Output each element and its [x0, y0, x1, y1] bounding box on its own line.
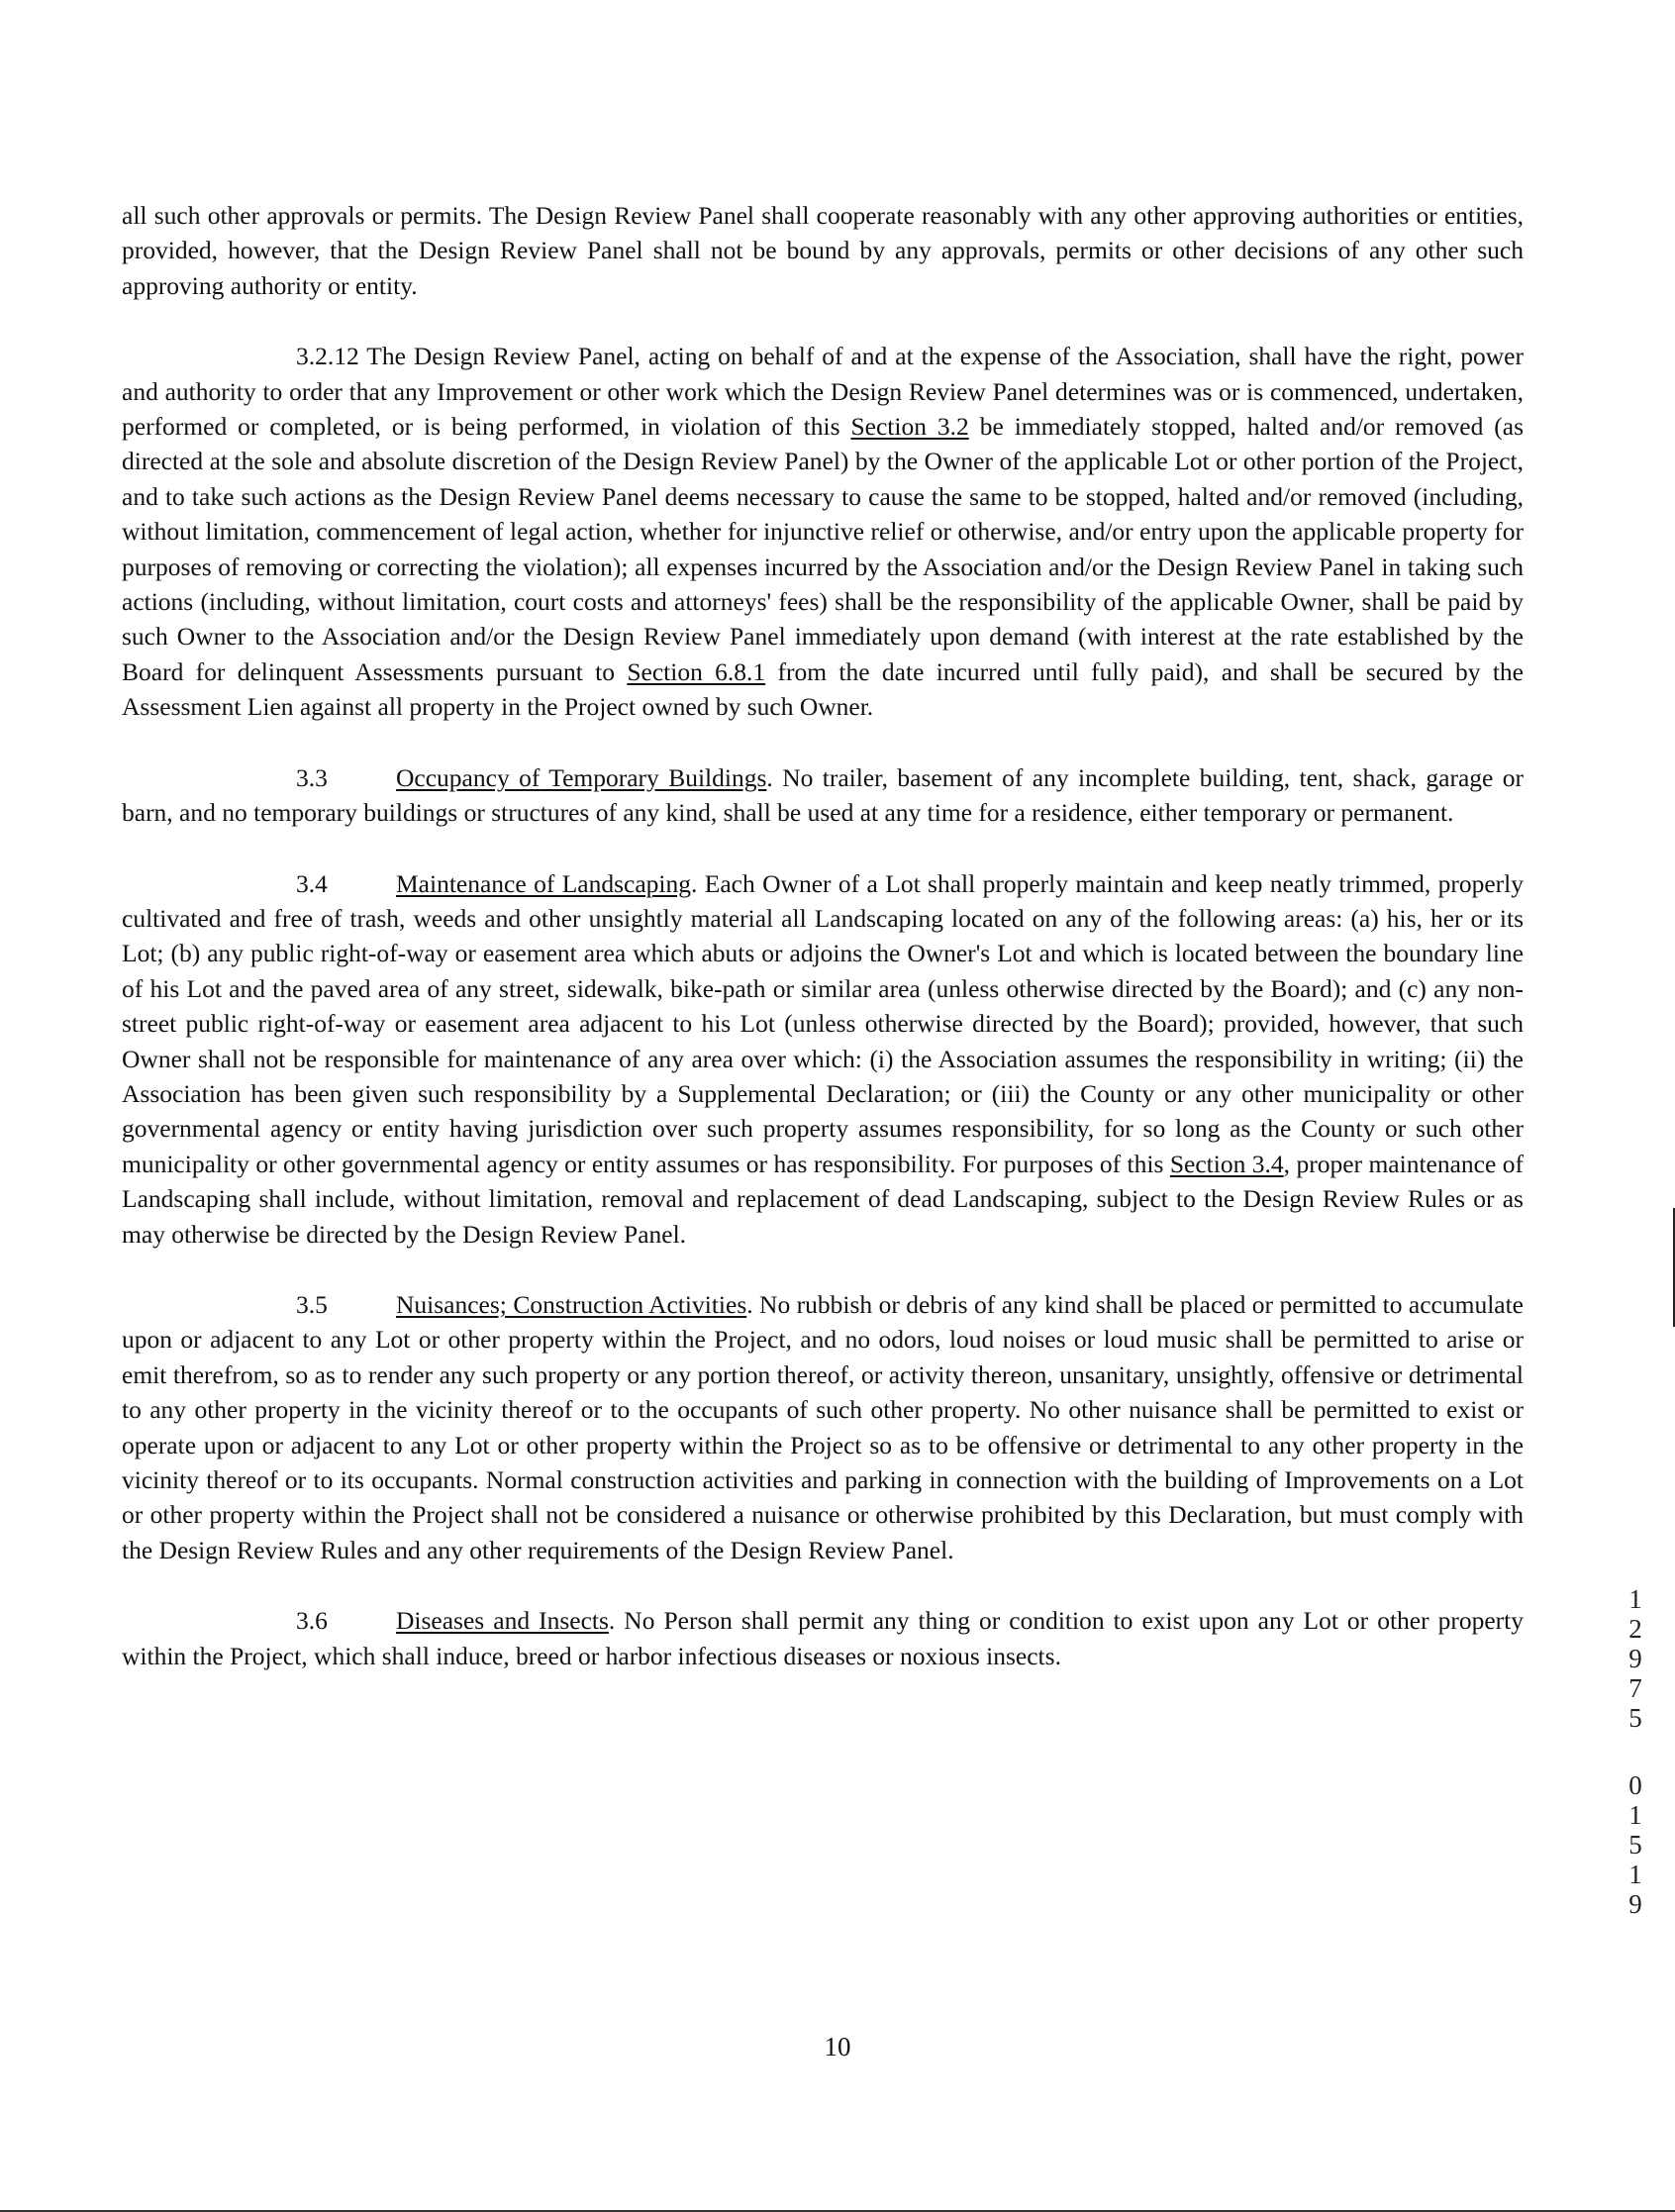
section-heading: Nuisances; Construction Activities	[396, 1289, 747, 1319]
paragraph-text: , proper maintenance of Landscaping shall include, without limitation, removal and replacement of dead Landscaping, subject to the Design Review Rules or as may otherwise be directed by the Design Review Panel.	[122, 1149, 1524, 1249]
paragraph-continuation	[122, 198, 1524, 303]
section-reference: Section 3.2	[850, 412, 969, 442]
document-body	[122, 198, 1524, 1709]
paragraph-3-5	[122, 1287, 1524, 1567]
paragraph-text: be immediately stopped, halted and/or removed (as directed at the sole and absolute discretion of the Design Review Panel) by the Owner of the applicable Lot or other portion of the Project, and to take such actions as the Design Review Panel deems necessary to cause the same to be stopped, halted and/or removed (including, without limitation, commencement of legal action, whether for injunctive relief or otherwise, and/or entry upon the applicable property for purposes of removing or correcting the violation); all expenses incurred by the Association and/or the Design Review Panel in taking such actions (including, without limitation, court costs and attorneys' fees) shall be the responsibility of the applicable Owner, shall be paid by such Owner to the Association and/or the Design Review Panel immediately upon demand (with interest at the rate established by the Board for delinquent Assessments pursuant to	[122, 412, 1524, 686]
stamp-digit: 1	[1628, 1860, 1642, 1889]
paragraph-3-6	[122, 1603, 1524, 1673]
stamp-digit: 7	[1628, 1673, 1642, 1703]
paragraph-text: all such other approvals or permits. The Design Review Panel shall cooperate reasonably with any other approving authorities or entities, provided, however, that the Design Review Panel shall not be bound by any approvals, permits or other decisions of any other such approving authority or entity.	[122, 201, 1524, 300]
stamp-digit: 9	[1628, 1644, 1642, 1673]
margin-recording-stamp	[1621, 1584, 1650, 1919]
paragraph-text: . Each Owner of a Lot shall properly maintain and keep neatly trimmed, properly cultivated and free of trash, weeds and other unsightly material all Landscaping located on any of the following areas: (a) his, her or its Lot; (b) any public right-of-way or easement area which abuts or adjoins the Owner's Lot and which is located between the boundary line of his Lot and the paved area of any street, sidewalk, bike-path or similar area (unless otherwise directed by the Board); and (c) any non-street public right-of-way or easement area adjacent to his Lot (unless otherwise directed by the Board); provided, however, that such Owner shall not be responsible for maintenance of any area over which: (i) the Association assumes the responsibility in writing; (ii) the Association has been given such responsibility by a Supplemental Declaration; or (iii) the County or any other municipality or other governmental agency or entity having jurisdiction over such property assumes responsibility, for so long as the County or such other municipality or other governmental agency or entity assumes or has responsibility. For purposes of this	[122, 868, 1524, 1178]
stamp-digit: 1	[1628, 1584, 1642, 1614]
section-heading: Occupancy of Temporary Buildings	[396, 762, 767, 792]
paragraph-text: . No trailer, basement of any incomplete building, tent, shack, garage or barn, and no temporary buildings or structures of any kind, shall be used at any time for a residence, either temporary or permanent.	[122, 762, 1524, 828]
paragraph-text: . No Person shall permit any thing or condition to exist upon any Lot or other property within the Project, which shall induce, breed or harbor infectious diseases or noxious insects.	[122, 1606, 1524, 1670]
section-number: 3.4	[296, 868, 328, 898]
paragraph-3-4	[122, 866, 1524, 1252]
stamp-digit: 1	[1628, 1800, 1642, 1830]
stamp-digit: 5	[1628, 1830, 1642, 1860]
section-heading: Maintenance of Landscaping	[396, 868, 691, 898]
stamp-digit: 5	[1628, 1703, 1642, 1733]
stamp-digit: 9	[1628, 1889, 1642, 1919]
section-number: 3.3	[296, 762, 328, 792]
section-heading: Diseases and Insects	[396, 1606, 609, 1636]
section-number: 3.2.12	[296, 342, 359, 371]
paragraph-3-3	[122, 760, 1524, 831]
section-number: 3.5	[296, 1289, 328, 1319]
page-number: 10	[824, 2032, 851, 2061]
section-reference: Section 3.4	[1169, 1149, 1284, 1178]
paragraph-text: from the date incurred until fully paid), and shall be secured by the Assessment Lien against all property in the Project owned by such Owner.	[122, 656, 1525, 722]
section-number: 3.6	[296, 1606, 328, 1636]
stamp-digit: 0	[1628, 1770, 1642, 1800]
section-reference: Section 6.8.1	[627, 656, 766, 686]
paragraph-3-2-12	[122, 339, 1524, 724]
paragraph-text: . No rubbish or debris of any kind shall be placed or permitted to accumulate upon or adjacent to any Lot or other property within the Project, and no odors, loud noises or loud music shall be permitted to arise or emit therefrom, so as to render any such property or any portion thereof, or activity thereon, unsanitary, unsightly, offensive or detrimental to any other property in the vicinity thereof or to the occupants of such other property. No other nuisance shall be permitted to exist or operate upon or adjacent to any Lot or other property within the Project so as to be offensive or detrimental to any other property in the vicinity thereof or to its occupants. Normal construction activities and parking in connection with the building of Improvements on a Lot or other property within the Project shall not be considered a nuisance or otherwise prohibited by this Declaration, but must comply with the Design Review Rules and any other requirements of the Design Review Panel.	[122, 1289, 1524, 1564]
paragraph-text: The Design Review Panel, acting on behalf of and at the expense of the Association, shall have the right, power and authority to order that any Improvement or other work which the Design Review Panel determines was or is commenced, undertaken, performed or completed, or is being performed, in violation of this	[122, 342, 1524, 442]
stamp-digit: 2	[1628, 1614, 1642, 1644]
